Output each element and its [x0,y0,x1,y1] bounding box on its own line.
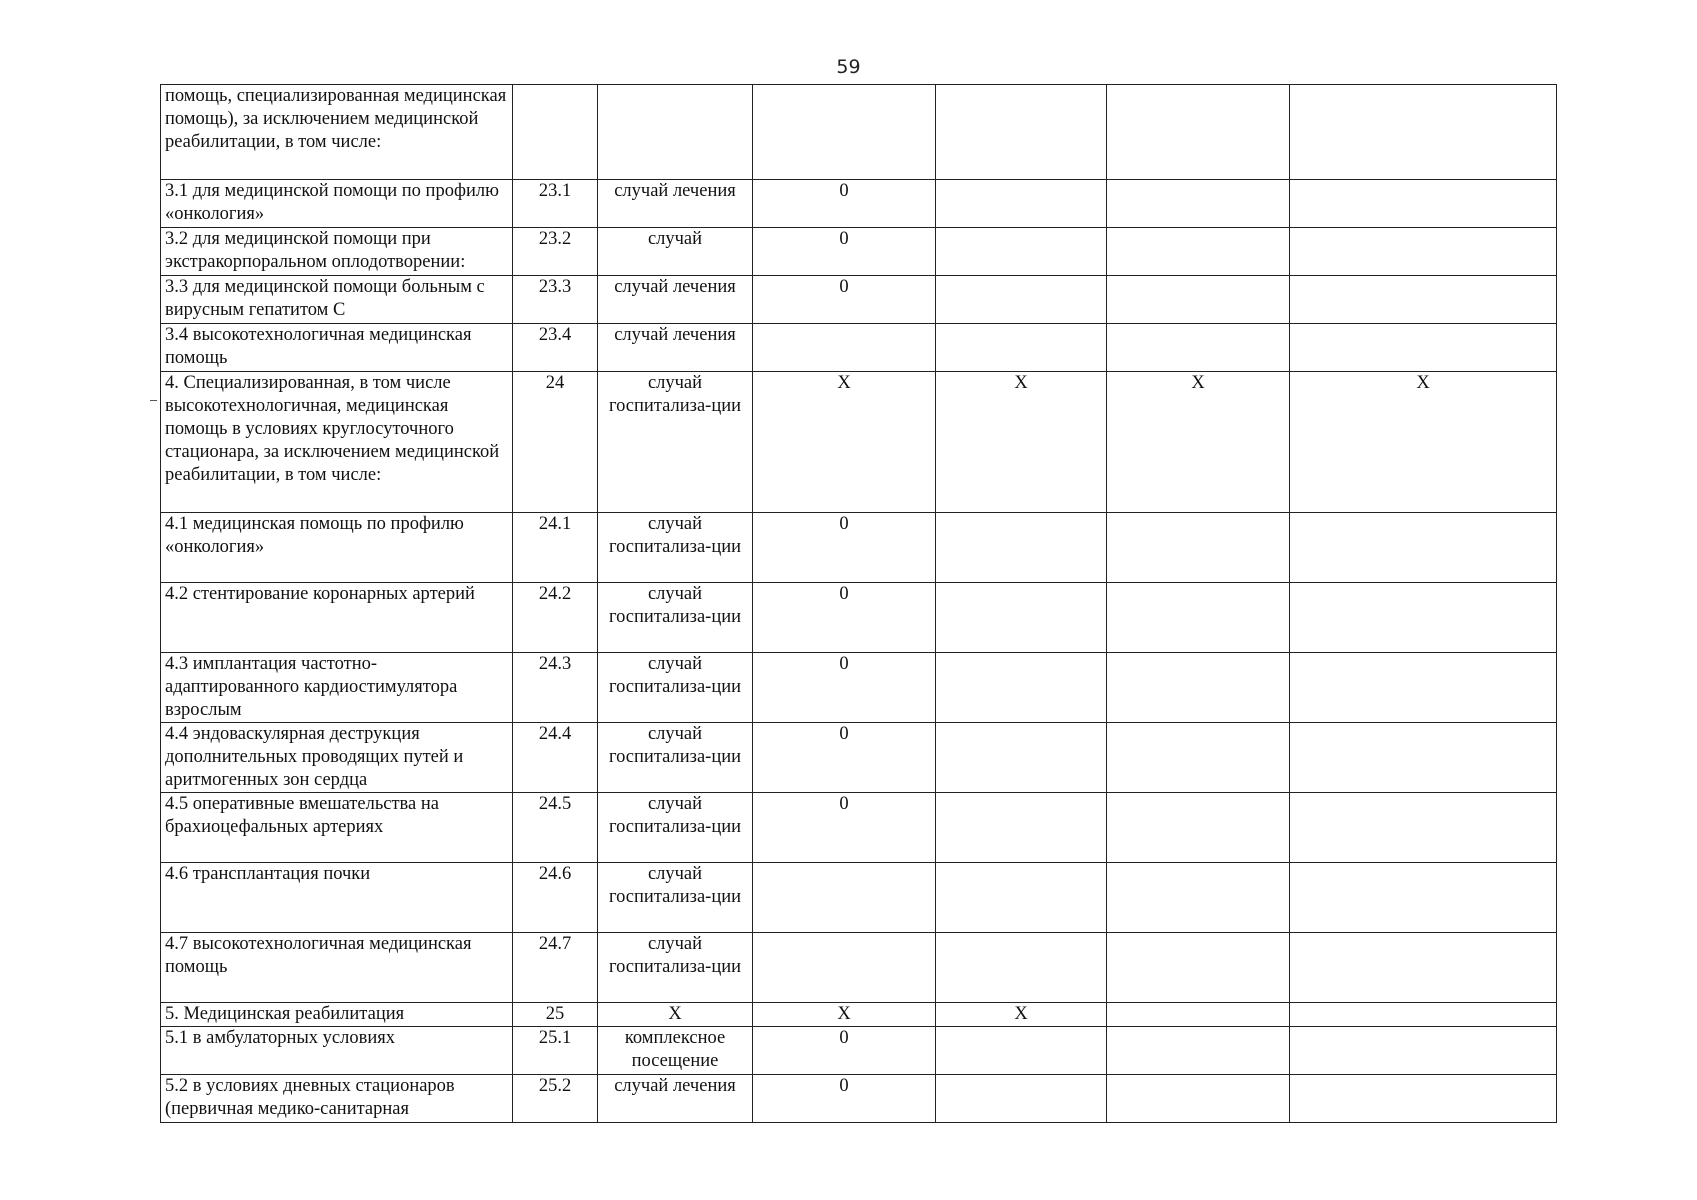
row-value-2 [936,863,1107,933]
row-value-3 [1107,1003,1290,1027]
row-unit: случай лечения [598,180,753,228]
table-row [161,276,1557,324]
row-value-2 [936,933,1107,1003]
row-value-3 [1107,933,1290,1003]
table-row [161,1027,1557,1075]
table-row [161,1003,1557,1027]
table-row [161,180,1557,228]
row-name: 3.1 для медицинской помощи по профилю «онкология» [161,180,513,228]
row-value-4 [1290,85,1557,180]
row-name: 5. Медицинская реабилитация [161,1003,513,1027]
row-value-1: 0 [753,653,936,723]
table-row [161,324,1557,372]
row-unit: случай госпитализа-ции [598,933,753,1003]
row-code: 25.1 [513,1027,598,1075]
row-code: 23.2 [513,228,598,276]
row-value-3 [1107,653,1290,723]
row-code: 24.6 [513,863,598,933]
row-code: 24.4 [513,723,598,793]
row-value-3 [1107,513,1290,583]
table-row [161,372,1557,513]
row-name: 3.3 для медицинской помощи больным с вирусным гепатитом С [161,276,513,324]
row-code: 23.1 [513,180,598,228]
row-name: 3.4 высокотехнологичная медицинская помощь [161,324,513,372]
table-row [161,653,1557,723]
table-row [161,583,1557,653]
row-name: 4.6 трансплантация почки [161,863,513,933]
row-value-3 [1107,1027,1290,1075]
table-row [161,933,1557,1003]
row-value-1: Х [753,372,936,513]
row-unit: случай лечения [598,1075,753,1123]
row-value-1 [753,863,936,933]
row-code: 24.1 [513,513,598,583]
row-code: 24.3 [513,653,598,723]
row-name: 4.7 высокотехнологичная медицинская помощь [161,933,513,1003]
row-name: 4.4 эндоваскулярная деструкция дополнительных проводящих путей и аритмогенных зон сердца [161,723,513,793]
row-unit: случай госпитализа-ции [598,372,753,513]
row-name: 4.3 имплантация частотно-адаптированного кардиостимулятора взрослым [161,653,513,723]
table-row [161,1075,1557,1123]
row-value-1 [753,933,936,1003]
row-value-4 [1290,180,1557,228]
row-value-3 [1107,324,1290,372]
row-value-1: 0 [753,513,936,583]
row-name: 3.2 для медицинской помощи при экстракорпоральном оплодотворении: [161,228,513,276]
row-value-1: 0 [753,276,936,324]
row-value-3 [1107,583,1290,653]
row-unit: случай госпитализа-ции [598,513,753,583]
row-value-1: 0 [753,228,936,276]
row-value-1: 0 [753,1075,936,1123]
row-code: 23.4 [513,324,598,372]
row-value-3 [1107,276,1290,324]
row-value-1: 0 [753,180,936,228]
row-unit: случай госпитализа-ции [598,863,753,933]
row-unit: случай лечения [598,276,753,324]
row-name: 4.5 оперативные вмешательства на брахиоцефальных артериях [161,793,513,863]
row-value-4: Х [1290,372,1557,513]
row-value-3 [1107,863,1290,933]
row-value-2 [936,653,1107,723]
table-row [161,863,1557,933]
row-value-1: 0 [753,723,936,793]
row-value-4 [1290,1075,1557,1123]
row-value-3 [1107,723,1290,793]
row-name: 4.2 стентирование коронарных артерий [161,583,513,653]
row-code: 23.3 [513,276,598,324]
row-unit: случай лечения [598,324,753,372]
page-number: 59 [836,56,861,78]
row-value-2 [936,1075,1107,1123]
row-value-4 [1290,324,1557,372]
row-value-4 [1290,723,1557,793]
row-value-4 [1290,863,1557,933]
data-table [160,84,1557,1123]
row-value-1: Х [753,1003,936,1027]
row-value-4 [1290,653,1557,723]
row-value-3 [1107,180,1290,228]
row-unit: случай [598,228,753,276]
row-code: 24.2 [513,583,598,653]
row-value-2 [936,228,1107,276]
row-name: 4.1 медицинская помощь по профилю «онкология» [161,513,513,583]
row-code: 24.7 [513,933,598,1003]
row-value-2 [936,793,1107,863]
row-value-2: Х [936,1003,1107,1027]
row-unit: случай госпитализа-ции [598,723,753,793]
scan-mark [150,400,157,401]
row-value-3 [1107,85,1290,180]
row-unit [598,85,753,180]
row-value-1: 0 [753,1027,936,1075]
row-unit: Х [598,1003,753,1027]
row-unit: комплексное посещение [598,1027,753,1075]
row-value-2 [936,276,1107,324]
row-value-1: 0 [753,583,936,653]
table-row [161,723,1557,793]
row-value-4 [1290,793,1557,863]
row-value-4 [1290,1027,1557,1075]
table-row [161,228,1557,276]
row-value-4 [1290,276,1557,324]
row-value-4 [1290,513,1557,583]
row-value-1: 0 [753,793,936,863]
row-value-3 [1107,793,1290,863]
row-code [513,85,598,180]
row-unit: случай госпитализа-ции [598,583,753,653]
table-row [161,793,1557,863]
row-unit: случай госпитализа-ции [598,793,753,863]
row-name: 4. Специализированная, в том числе высокотехнологичная, медицинская помощь в условиях круглосуточного стационара, за исключением медицинской реабилитации, в том числе: [161,372,513,513]
row-value-2 [936,1027,1107,1075]
row-name: 5.1 в амбулаторных условиях [161,1027,513,1075]
row-value-4 [1290,933,1557,1003]
row-value-3 [1107,228,1290,276]
row-code: 24 [513,372,598,513]
row-unit: случай госпитализа-ции [598,653,753,723]
row-value-1 [753,324,936,372]
row-code: 24.5 [513,793,598,863]
table-row [161,85,1557,180]
row-code: 25 [513,1003,598,1027]
row-value-2 [936,324,1107,372]
row-value-2 [936,513,1107,583]
row-value-3 [1107,1075,1290,1123]
row-value-3: Х [1107,372,1290,513]
row-value-1 [753,85,936,180]
row-value-2 [936,85,1107,180]
row-name: помощь, специализированная медицинская помощь), за исключением медицинской реабилитации, в том числе: [161,85,513,180]
row-value-4 [1290,583,1557,653]
row-value-2 [936,180,1107,228]
row-code: 25.2 [513,1075,598,1123]
row-value-2 [936,583,1107,653]
row-value-2: Х [936,372,1107,513]
row-value-4 [1290,1003,1557,1027]
row-value-4 [1290,228,1557,276]
table-row [161,513,1557,583]
row-value-2 [936,723,1107,793]
row-name: 5.2 в условиях дневных стационаров (первичная медико-санитарная [161,1075,513,1123]
